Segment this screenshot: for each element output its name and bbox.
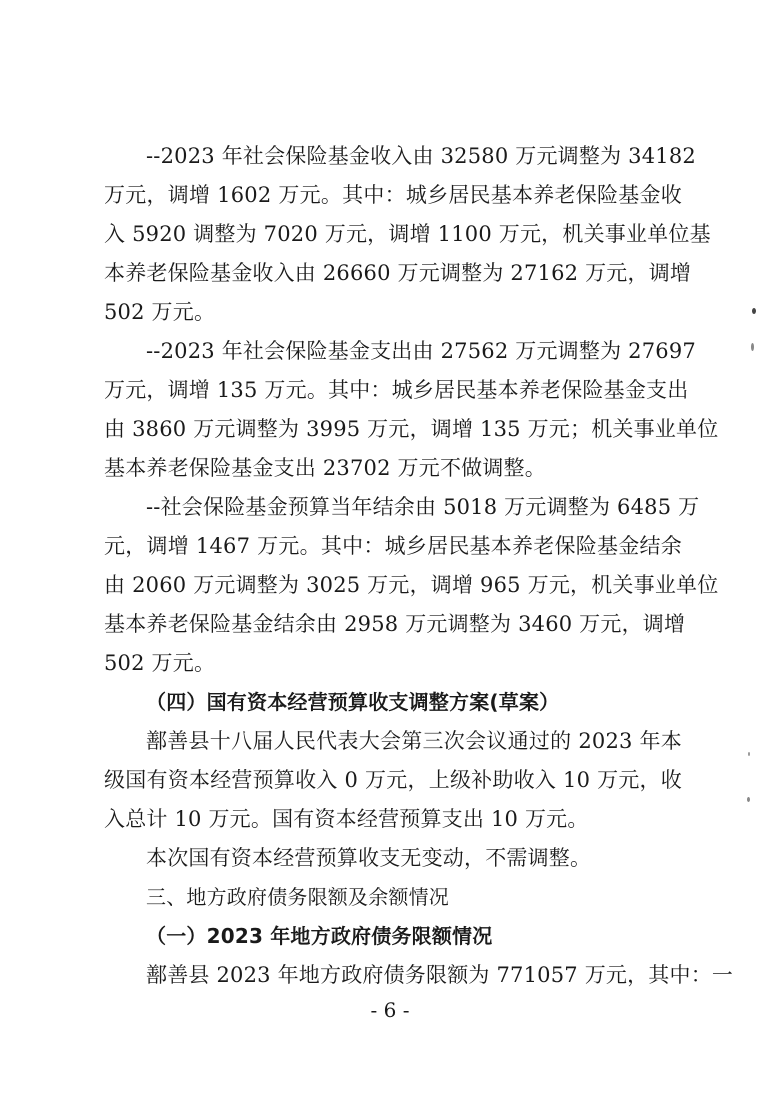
paragraph-line: 鄯善县十八届人民代表大会第三次会议通过的 2023 年本 — [146, 729, 682, 753]
paragraph-line: 502 万元。 — [104, 300, 216, 324]
paragraph-line: 502 万元。 — [104, 651, 216, 675]
paragraph-line: 入 5920 调整为 7020 万元，调增 1100 万元，机关事业单位基 — [104, 222, 711, 246]
paragraph-line: 基本养老保险基金支出 23702 万元不做调整。 — [104, 456, 546, 480]
scan-speck — [752, 308, 756, 314]
paragraph-line: 级国有资本经营预算收入 0 万元，上级补助收入 10 万元，收 — [104, 768, 682, 792]
paragraph-line: --2023 年社会保险基金支出由 27562 万元调整为 27697 — [146, 339, 696, 363]
scan-speck — [747, 797, 750, 802]
paragraph-line: 万元，调增 1602 万元。其中：城乡居民基本养老保险基金收 — [104, 183, 682, 207]
paragraph-line: 由 2060 万元调整为 3025 万元，调增 965 万元，机关事业单位 — [104, 573, 719, 597]
paragraph-line: --2023 年社会保险基金收入由 32580 万元调整为 34182 — [146, 144, 696, 168]
section-heading: （四）国有资本经营预算收支调整方案(草案） — [146, 690, 560, 714]
paragraph-line: 由 3860 万元调整为 3995 万元，调增 135 万元；机关事业单位 — [104, 417, 719, 441]
paragraph-line: 元，调增 1467 万元。其中：城乡居民基本养老保险基金结余 — [104, 534, 682, 558]
paragraph-line: 鄯善县 2023 年地方政府债务限额为 771057 万元，其中：一 — [146, 963, 734, 987]
paragraph-line: 本养老保险基金收入由 26660 万元调整为 27162 万元，调增 — [104, 261, 692, 285]
section-heading: 三、地方政府债务限额及余额情况 — [146, 885, 449, 909]
paragraph-line: 万元，调增 135 万元。其中：城乡居民基本养老保险基金支出 — [104, 378, 689, 402]
paragraph-line: 本次国有资本经营预算收支无变动，不需调整。 — [146, 846, 592, 870]
scan-speck — [748, 752, 750, 756]
scan-speck — [751, 343, 754, 351]
page-number: - 6 - — [370, 998, 410, 1022]
paragraph-line: 入总计 10 万元。国有资本经营预算支出 10 万元。 — [104, 807, 589, 831]
paragraph-line: --社会保险基金预算当年结余由 5018 万元调整为 6485 万 — [146, 495, 700, 519]
paragraph-line: 基本养老保险基金结余由 2958 万元调整为 3460 万元，调增 — [104, 612, 686, 636]
subsection-heading: （一）2023 年地方政府债务限额情况 — [146, 924, 493, 948]
